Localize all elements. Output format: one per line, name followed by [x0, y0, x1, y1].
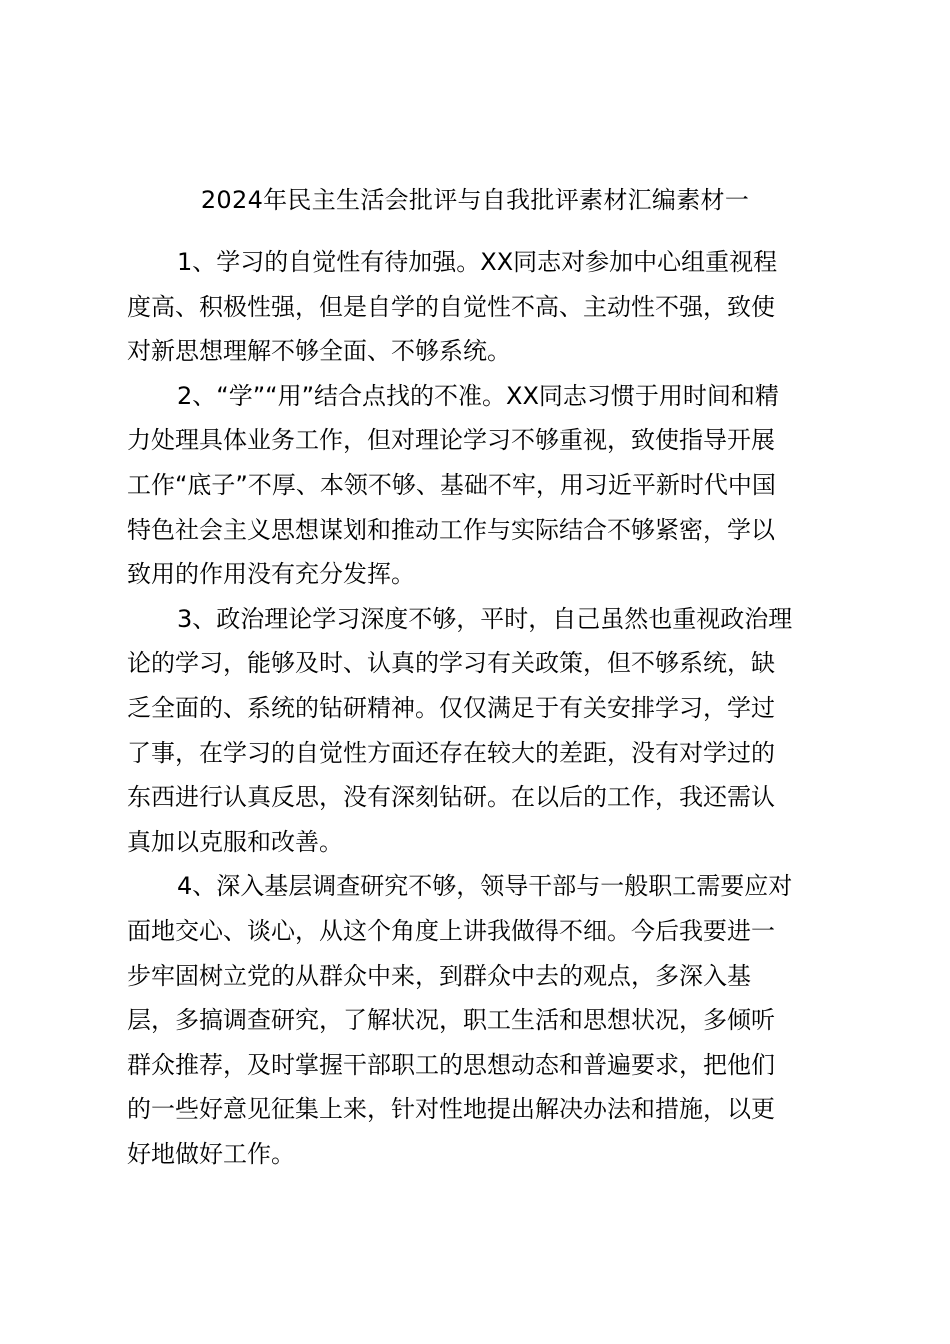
paragraph-line: 群众推荐，及时掌握干部职工的思想动态和普遍要求，把他们 [127, 1050, 775, 1079]
paragraph-line: 致用的作用没有充分发挥。 [127, 560, 415, 589]
paragraph-1 [127, 240, 833, 374]
paragraph-line: 对新思想理解不够全面、不够系统。 [127, 337, 511, 366]
paragraph-line: 力处理具体业务工作，但对理论学习不够重视，致使指导开展 [127, 426, 775, 455]
document-body [127, 240, 833, 1176]
paragraph-line: 度高、积极性强，但是自学的自觉性不高、主动性不强，致使 [127, 292, 775, 321]
paragraph-line: 步牢固树立党的从群众中来，到群众中去的观点，多深入基 [127, 961, 751, 990]
paragraph-line: 真加以克服和改善。 [127, 827, 343, 856]
paragraph-line: 层，多搞调查研究，了解状况，职工生活和思想状况，多倾听 [127, 1006, 775, 1035]
paragraph-line: 好地做好工作。 [127, 1139, 295, 1168]
paragraph-line: 3、政治理论学习深度不够，平时，自己虽然也重视政治理 [177, 604, 793, 633]
paragraph-line: 面地交心、谈心，从这个角度上讲我做得不细。今后我要进一 [127, 916, 775, 945]
paragraph-line: 1、学习的自觉性有待加强。XX同志对参加中心组重视程 [177, 248, 778, 276]
paragraph-line: 论的学习，能够及时、认真的学习有关政策，但不够系统，缺 [127, 649, 775, 678]
paragraph-line: 2、“学”“用”结合点找的不准。XX同志习惯于用时间和精 [177, 381, 779, 410]
paragraph-line: 东西进行认真反思，没有深刻钻研。在以后的工作，我还需认 [127, 783, 775, 812]
paragraph-line: 4、深入基层调查研究不够，领导干部与一般职工需要应对 [177, 872, 793, 901]
paragraph-line: 的一些好意见征集上来，针对性地提出解决办法和措施，以更 [127, 1095, 775, 1124]
paragraph-line: 乏全面的、系统的钻研精神。仅仅满足于有关安排学习，学过 [127, 693, 775, 722]
paragraph-line: 特色社会主义思想谋划和推动工作与实际结合不够紧密，学以 [127, 515, 775, 544]
paragraph-line: 工作“底子”不厚、本领不够、基础不牢，用习近平新时代中国 [127, 470, 776, 499]
paragraph-line: 了事，在学习的自觉性方面还存在较大的差距，没有对学过的 [127, 738, 775, 767]
document-title: 2024年民主生活会批评与自我批评素材汇编素材一 [200, 186, 750, 214]
paragraph-4 [127, 864, 833, 1176]
paragraph-3 [127, 597, 833, 865]
paragraph-2 [127, 374, 833, 597]
